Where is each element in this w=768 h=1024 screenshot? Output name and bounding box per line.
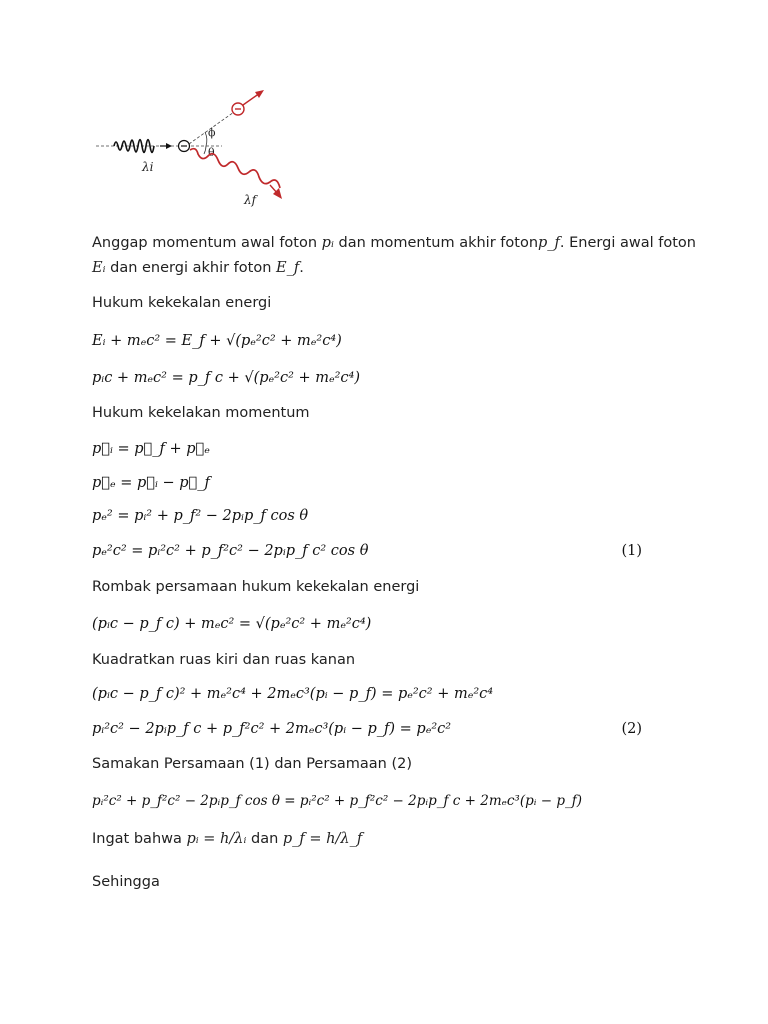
- compton-scattering-figure: [92, 82, 302, 214]
- intro-line-2: [92, 258, 304, 278]
- symbol-pi: pᵢ: [321, 235, 334, 251]
- equation-energy-1: Eᵢ + mₑc² = E_f + √(pₑ²c² + mₑ²c⁴): [92, 333, 342, 349]
- phi-arc: [205, 132, 207, 146]
- intro-text-b: dan momentum akhir foton: [333, 235, 539, 251]
- equation-momentum-1: p⃗ᵢ = p⃗_f + p⃗ₑ: [92, 441, 210, 457]
- recall-text: Ingat bahwa: [92, 831, 187, 847]
- symbol-Ef: E_f: [276, 260, 300, 276]
- recall-line: [92, 829, 362, 849]
- equation-squared-2: pᵢ²c² − 2pᵢp_f c + p_f²c² + 2mₑc³(pᵢ − p_f) = pₑ²c²: [92, 721, 452, 737]
- theta-arc: [204, 146, 206, 154]
- lambda-f-label: λf: [244, 193, 257, 207]
- heading-therefore: Sehingga: [92, 874, 160, 890]
- phi-label: ϕ: [208, 126, 216, 139]
- incident-arrow-head: [166, 143, 172, 149]
- equation-number-1: (1): [621, 543, 642, 559]
- heading-energy-conservation: Hukum kekekalan energi: [92, 295, 272, 311]
- heading-square-sides: Kuadratkan ruas kiri dan ruas kanan: [92, 652, 356, 668]
- heading-equate-equations: Samakan Persamaan (1) dan Persamaan (2): [92, 756, 412, 772]
- recoil-electron-icon: [232, 103, 244, 115]
- symbol-pf: p_f: [538, 235, 560, 251]
- equation-energy-2: pᵢc + mₑc² = p_f c + √(pₑ²c² + mₑ²c⁴): [92, 370, 361, 386]
- electron-icon: [179, 141, 190, 152]
- intro-text-a: Anggap momentum awal foton: [92, 235, 322, 251]
- intro-text-e: .: [299, 260, 304, 276]
- theta-label: θ: [208, 146, 215, 159]
- recoil-arrow-head: [255, 90, 264, 98]
- equation-squared-1: (pᵢc − p_f c)² + mₑ²c⁴ + 2mₑc³(pᵢ − p_f) = pₑ²c² + mₑ²c⁴: [92, 686, 494, 702]
- intro-text-d: dan energi akhir foton: [105, 260, 276, 276]
- heading-momentum-conservation: Hukum kekelakan momentum: [92, 405, 310, 421]
- heading-rearrange-energy: Rombak persamaan hukum kekekalan energi: [92, 579, 420, 595]
- lambda-i-label: λi: [142, 160, 154, 174]
- intro-line-1: [92, 233, 696, 253]
- scattered-photon-wave: [190, 149, 280, 188]
- recall-pf-equation: p_f = h/λ_f: [282, 831, 363, 847]
- equation-equated: pᵢ²c² + p_f²c² − 2pᵢp_f cos θ = pᵢ²c² + p_f²c² − 2pᵢp_f c + 2mₑc³(pᵢ − p_f): [92, 793, 583, 809]
- equation-momentum-3: pₑ² = pᵢ² + p_f² − 2pᵢp_f cos θ: [92, 508, 309, 524]
- symbol-Ei: Eᵢ: [92, 260, 106, 276]
- equation-number-2: (2): [621, 721, 642, 737]
- equation-momentum-2: p⃗ₑ = p⃗ᵢ − p⃗_f: [92, 475, 210, 491]
- equation-rearranged: (pᵢc − p_f c) + mₑc² = √(pₑ²c² + mₑ²c⁴): [92, 616, 372, 632]
- intro-text-c: . Energi awal foton: [559, 235, 696, 251]
- equation-momentum-4: pₑ²c² = pᵢ²c² + p_f²c² − 2pᵢp_f c² cos θ: [92, 543, 369, 559]
- recall-pi-equation: pᵢ = h/λᵢ: [186, 831, 247, 847]
- recall-and-text: dan: [246, 831, 283, 847]
